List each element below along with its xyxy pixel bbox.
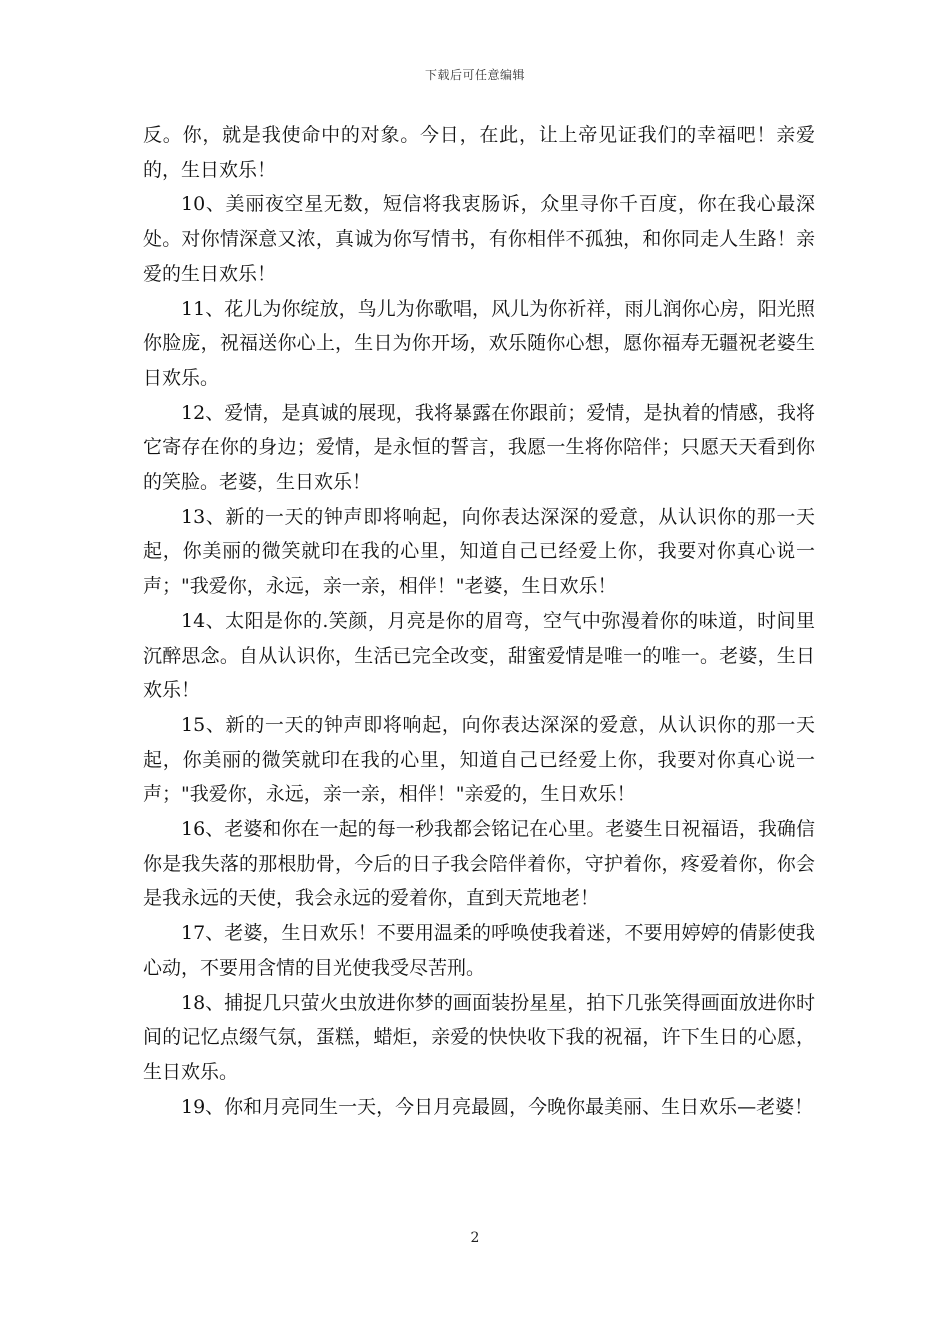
page-number: 2	[470, 1230, 480, 1246]
paragraph-11: 11、花儿为你绽放，鸟儿为你歌唱，风儿为你祈祥，雨儿润你心房，阳光照你脸庞，祝福送你心上，生日为你开场，欢乐随你心想，愿你福寿无疆祝老婆生日欢乐。	[143, 297, 815, 389]
paragraph-12: 12、爱情，是真诚的展现，我将暴露在你跟前；爱情，是执着的情感，我将它寄存在你的身边；爱情，是永恒的誓言，我愿一生将你陪伴；只愿天天看到你的笑脸。老婆，生日欢乐！	[143, 401, 815, 494]
paragraph-16: 16、老婆和你在一起的每一秒我都会铭记在心里。老婆生日祝福语，我确信你是我失落的那根肋骨，今后的日子我会陪伴着你，守护着你，疼爱着你，你会是我永远的天使，我会永远的爱着你，直到天荒地老！	[143, 818, 815, 910]
page-header: 下载后可任意编辑	[424, 68, 525, 82]
paragraph-10: 10、美丽夜空星无数，短信将我衷肠诉，众里寻你千百度，你在我心最深处。对你情深意又浓，真诚为你写情书，有你相伴不孤独，和你同走人生路！亲爱的生日欢乐！	[143, 193, 815, 285]
paragraph-19: 19、你和月亮同生一天，今日月亮最圆，今晚你最美丽、生日欢乐—老婆！	[181, 1095, 814, 1118]
document-body	[143, 118, 815, 1124]
paragraph-continuation: 反。你，就是我使命中的对象。今日，在此，让上帝见证我们的幸福吧！亲爱的，生日欢乐！	[143, 124, 815, 181]
paragraph-15: 15、新的一天的钟声即将响起，向你表达深深的爱意，从认识你的那一天起，你美丽的微笑就印在我的心里，知道自己已经爱上你，我要对你真心说一声；"我爱你，永远，亲一亲，相伴！"亲爱的，生日欢乐！	[143, 713, 815, 806]
paragraph-17: 17、老婆，生日欢乐！不要用温柔的呼唤使我着迷，不要用婷婷的倩影使我心动，不要用含情的目光使我受尽苦刑。	[143, 922, 815, 979]
paragraph-18: 18、捕捉几只萤火虫放进你梦的画面装扮星星，拍下几张笑得画面放进你时间的记忆点缀气氛，蛋糕，蜡炬，亲爱的快快收下我的祝福，许下生日的心愿，生日欢乐。	[143, 991, 815, 1083]
paragraph-14: 14、太阳是你的.笑颜，月亮是你的眉弯，空气中弥漫着你的味道，时间里沉醉思念。自从认识你，生活已完全改变，甜蜜爱情是唯一的唯一。老婆，生日欢乐！	[143, 609, 815, 702]
paragraph-13: 13、新的一天的钟声即将响起，向你表达深深的爱意，从认识你的那一天起，你美丽的微笑就印在我的心里，知道自己已经爱上你，我要对你真心说一声；"我爱你，永远，亲一亲，相伴！"老婆，生日欢乐！	[143, 505, 815, 598]
